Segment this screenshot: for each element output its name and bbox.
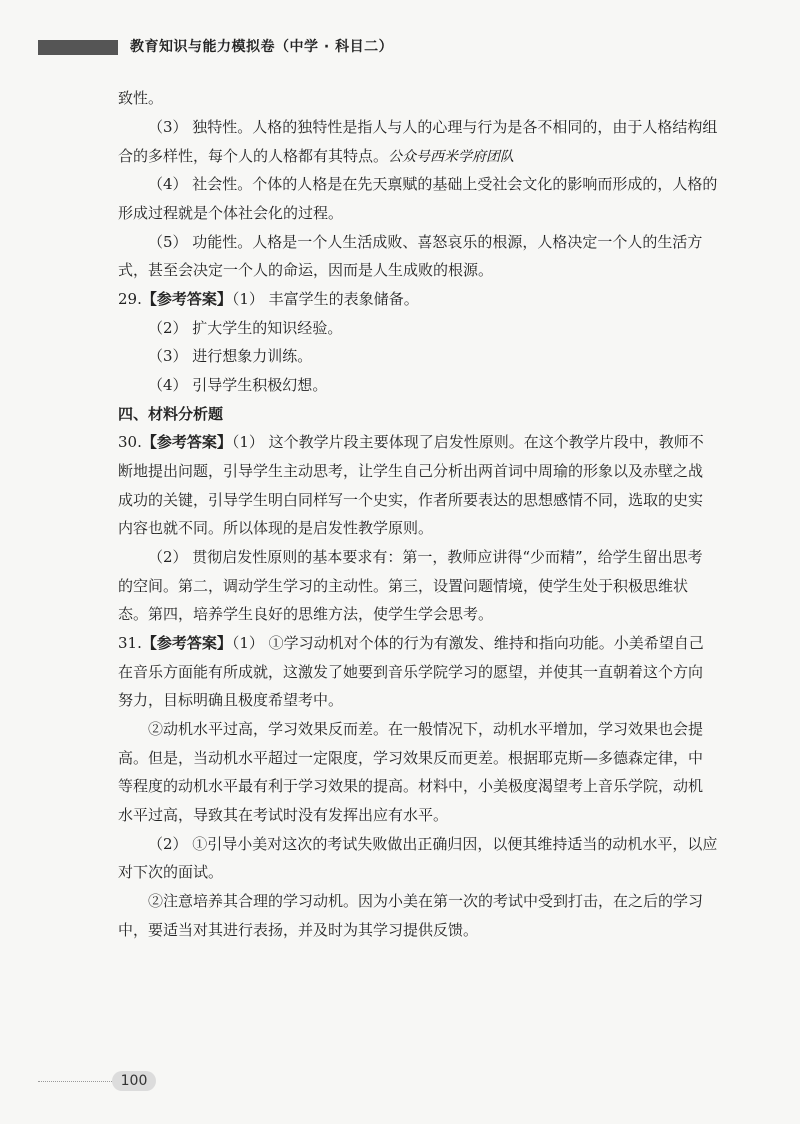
text-line: （2） 贯彻启发性原则的基本要求有：第一，教师应讲得“少而精”，给学生留出思考 <box>148 548 703 566</box>
question-number: 29. <box>118 290 142 308</box>
handwritten-note: 公众号西米学府团队 <box>388 149 515 165</box>
footer-dotted-rule <box>38 1081 116 1082</box>
answer-line-31 <box>118 632 704 654</box>
text-line-segment: （1） 丰富学生的表象储备。 <box>231 290 419 308</box>
text-line: 断地提出问题，引导学生主动思考，让学生自己分析出两首词中周瑜的形象以及赤壁之战 <box>118 462 704 480</box>
text-line: 对下次的面试。 <box>118 863 224 881</box>
question-number: 31. <box>118 634 142 652</box>
text-line: 成功的关键，引导学生明白同样写一个史实，作者所要表达的思想感情不同，选取的史实 <box>118 491 704 509</box>
text-line: （4） 社会性。个体的人格是在先天禀赋的基础上受社会文化的影响而形成的，人格的 <box>148 175 718 193</box>
text-line: （5） 功能性。人格是一个人生活成败、喜怒哀乐的根源，人格决定一个人的生活方 <box>148 233 703 251</box>
text-line <box>118 145 514 168</box>
text-line: 水平过高，导致其在考试时没有发挥出应有水平。 <box>118 806 449 824</box>
question-number: 30. <box>118 433 142 451</box>
answer-label: 【参考答案】 <box>141 433 232 451</box>
text-line: 致性。 <box>118 89 164 107</box>
text-line: （4） 引导学生积极幻想。 <box>148 376 328 394</box>
page-number-badge: 100 <box>112 1071 156 1091</box>
text-line-segment: 合的多样性，每个人的人格都有其特点。 <box>118 147 389 165</box>
text-line-segment: （1） 这个教学片段主要体现了启发性原则。在这个教学片段中，教师不 <box>231 433 704 451</box>
page-header-title: 教育知识与能力模拟卷（中学 · 科目二） <box>130 39 394 55</box>
text-line: 内容也就不同。所以体现的是启发性教学原则。 <box>118 519 434 537</box>
text-line: 态。第四，培养学生良好的思维方法，使学生学会思考。 <box>118 605 494 623</box>
text-line: 式，甚至会决定一个人的命运，因而是人生成败的根源。 <box>118 261 494 279</box>
text-line: ②注意培养其合理的学习动机。因为小美在第一次的考试中受到打击，在之后的学习 <box>148 892 704 910</box>
text-line: （3） 独特性。人格的独特性是指人与人的心理与行为是各不相同的，由于人格结构组 <box>148 118 718 136</box>
text-line: 高。但是，当动机水平超过一定限度，学习效果反而更差。根据耶克斯—多德森定律，中 <box>118 749 704 767</box>
answer-line-30 <box>118 431 704 453</box>
text-line: 的空间。第二，调动学生学习的主动性。第三，设置问题情境，使学生处于积极思维状 <box>118 577 689 595</box>
answer-label: 【参考答案】 <box>141 290 232 308</box>
text-line: 努力，目标明确且极度希望考中。 <box>118 691 344 709</box>
text-line: ②动机水平过高，学习效果反而差。在一般情况下，动机水平增加，学习效果也会提 <box>148 720 704 738</box>
answer-label: 【参考答案】 <box>141 634 232 652</box>
text-line: （2） ①引导小美对这次的考试失败做出正确归因，以便其维持适当的动机水平，以应 <box>148 835 718 853</box>
section-heading: 四、材料分析题 <box>118 405 224 423</box>
text-line: 在音乐方面能有所成就，这激发了她要到音乐学院学习的愿望，并使其一直朝着这个方向 <box>118 663 704 681</box>
text-line-segment: （1） ①学习动机对个体的行为有激发、维持和指向功能。小美希望自己 <box>231 634 704 652</box>
text-line: （3） 进行想象力训练。 <box>148 347 313 365</box>
text-line: 形成过程就是个体社会化的过程。 <box>118 204 344 222</box>
text-line: 等程度的动机水平最有利于学习效果的提高。材料中，小美极度渴望考上音乐学院，动机 <box>118 777 704 795</box>
text-line: 中，要适当对其进行表扬，并及时为其学习提供反馈。 <box>118 921 479 939</box>
text-line: （2） 扩大学生的知识经验。 <box>148 319 343 337</box>
answer-line-29 <box>118 288 419 310</box>
header-decor-bar <box>38 40 118 55</box>
